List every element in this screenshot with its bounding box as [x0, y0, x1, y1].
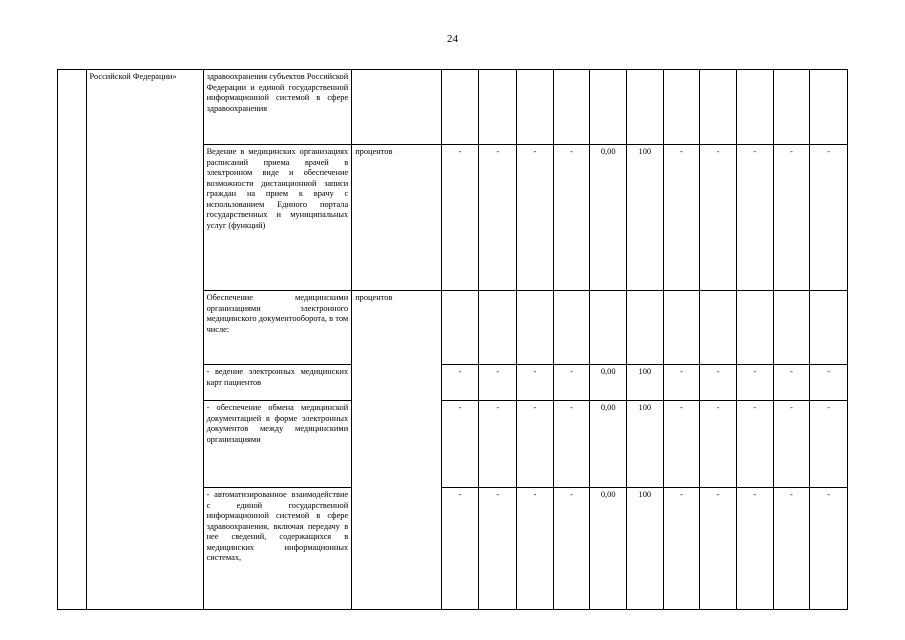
value-cell: -: [441, 145, 479, 291]
value-cell: 0,00: [590, 488, 627, 610]
value-cell: -: [773, 488, 810, 610]
indicators-table: [57, 69, 848, 610]
page-number: 24: [447, 33, 458, 45]
value-cell: -: [553, 365, 590, 401]
indicator-cell: - автоматизированное взаимодействие с единой государственной информационной системой в сфере здравоохранения, включая передачу в нее сведений, содержащихся в медицинских информационных системах,: [203, 488, 352, 610]
value-cell: [736, 291, 773, 365]
value-cell: -: [553, 401, 590, 488]
value-cell: -: [736, 365, 773, 401]
value-cell: -: [810, 488, 848, 610]
value-cell: -: [517, 365, 554, 401]
value-cell: -: [736, 401, 773, 488]
value-cell: -: [441, 401, 479, 488]
value-cell: -: [773, 401, 810, 488]
value-cell: [773, 291, 810, 365]
value-cell: -: [810, 401, 848, 488]
value-cell: [553, 291, 590, 365]
number-cell: [58, 70, 87, 610]
indicator-cell: здравоохранения субъектов Российской Федерации и единой государственной информационной системой в сфере здравоохранения: [203, 70, 352, 145]
value-cell: [700, 70, 737, 145]
value-cell: -: [736, 488, 773, 610]
value-cell: [627, 291, 664, 365]
value-cell: -: [553, 145, 590, 291]
value-cell: [700, 291, 737, 365]
value-cell: -: [810, 365, 848, 401]
indicator-cell: - ведение электронных медицинских карт пациентов: [203, 365, 352, 401]
value-cell: -: [700, 365, 737, 401]
value-cell: [627, 70, 664, 145]
value-cell: -: [553, 488, 590, 610]
value-cell: -: [441, 488, 479, 610]
value-cell: [441, 291, 479, 365]
indicator-cell: Обеспечение медицинскими организациями электронного медицинского документооборота, в том числе:: [203, 291, 352, 365]
value-cell: 0,00: [590, 401, 627, 488]
value-cell: 0,00: [590, 145, 627, 291]
value-cell: -: [479, 365, 517, 401]
value-cell: [479, 70, 517, 145]
value-cell: -: [773, 145, 810, 291]
value-cell: [517, 70, 554, 145]
value-cell: 100: [627, 145, 664, 291]
value-cell: [773, 70, 810, 145]
program-name-cell: Российской Федерации»: [86, 70, 203, 610]
value-cell: -: [479, 401, 517, 488]
value-cell: [736, 70, 773, 145]
table-row: [58, 70, 848, 145]
unit-cell: процентов: [352, 145, 442, 291]
value-cell: [517, 291, 554, 365]
value-cell: [663, 70, 700, 145]
value-cell: -: [517, 488, 554, 610]
value-cell: [441, 70, 479, 145]
value-cell: -: [663, 401, 700, 488]
value-cell: [479, 291, 517, 365]
value-cell: -: [663, 365, 700, 401]
value-cell: -: [700, 401, 737, 488]
value-cell: -: [773, 365, 810, 401]
indicator-cell: Ведение в медицинских организациях расписаний приема врачей в электронном виде и обеспечение возможности дистанционной записи граждан на прием к врачу с использованием Единого портала государственных и муниципальных услуг (функций): [203, 145, 352, 291]
value-cell: -: [517, 401, 554, 488]
value-cell: 0,00: [590, 365, 627, 401]
value-cell: 100: [627, 401, 664, 488]
value-cell: -: [663, 488, 700, 610]
value-cell: 100: [627, 365, 664, 401]
value-cell: -: [479, 488, 517, 610]
value-cell: [810, 291, 848, 365]
value-cell: -: [479, 145, 517, 291]
indicator-cell: - обеспечение обмена медицинской документацией в форме электронных документов между медицинскими организациями: [203, 401, 352, 488]
value-cell: -: [700, 488, 737, 610]
unit-cell: [352, 70, 442, 145]
unit-cell: процентов: [352, 291, 442, 610]
value-cell: [663, 291, 700, 365]
value-cell: -: [736, 145, 773, 291]
value-cell: 100: [627, 488, 664, 610]
value-cell: [590, 70, 627, 145]
value-cell: -: [517, 145, 554, 291]
value-cell: [590, 291, 627, 365]
value-cell: -: [700, 145, 737, 291]
value-cell: -: [441, 365, 479, 401]
value-cell: -: [663, 145, 700, 291]
value-cell: -: [810, 145, 848, 291]
value-cell: [553, 70, 590, 145]
value-cell: [810, 70, 848, 145]
